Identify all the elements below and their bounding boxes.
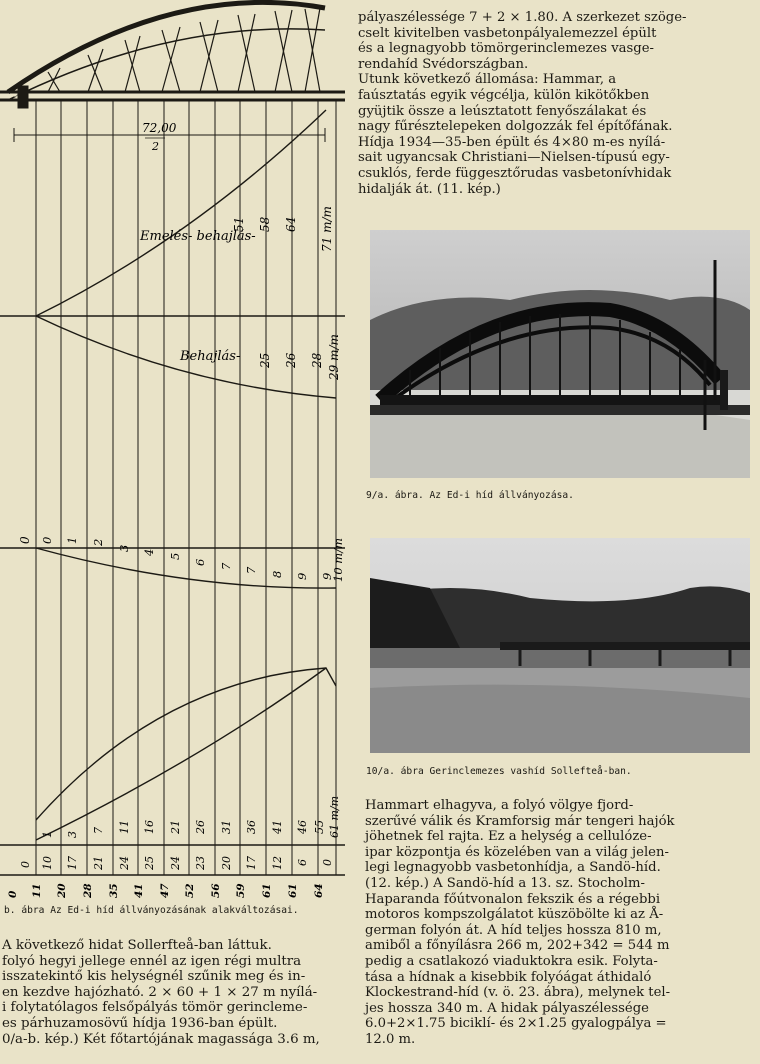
row4-value: 31	[220, 820, 233, 834]
span-divisor: 2	[152, 140, 159, 153]
right-bottom-paragraph	[365, 798, 757, 1048]
row3-value: 4	[142, 548, 156, 556]
text-line: amiből a főnyílásra 266 m, 202+342 = 544 m	[365, 938, 670, 954]
curve2-values	[258, 334, 341, 381]
curve-lift-deflection	[0, 110, 345, 316]
text-line: Klockestrand-híd (v. ö. 23. ábra), melynek tel-	[365, 985, 671, 1001]
row6-value: 64	[313, 883, 325, 898]
row3-values	[40, 537, 345, 582]
curve2-value: 26	[284, 352, 298, 368]
text-line: i folytatólagos felsőpályás tömör gerincleme-	[2, 1000, 308, 1016]
row5-value: 12	[271, 856, 284, 870]
row3-value: 0	[40, 536, 54, 544]
row4-value: 16	[143, 820, 156, 834]
row3-value: 7	[219, 562, 233, 570]
row5-value: 0	[19, 861, 32, 868]
row6-value: 56	[210, 883, 222, 898]
row5-value: 17	[245, 856, 258, 870]
row5-value: 20	[220, 856, 233, 870]
row4-value: 1	[41, 831, 54, 838]
row3-value: 9	[295, 572, 309, 580]
row6-value: 20	[56, 883, 68, 898]
row3-value: 8	[270, 570, 284, 578]
row4-value: 11	[118, 820, 131, 834]
text-line: gyüjtik össze a leúsztatott fenyőszálakat és	[358, 103, 647, 119]
curve2-label: Behajlás-	[180, 349, 241, 364]
text-line: hidalják át. (11. kép.)	[358, 181, 501, 197]
row3-value: 6	[193, 558, 207, 566]
row3-value: 5	[168, 552, 182, 560]
row6-value: 0	[7, 890, 19, 898]
text-line: faúsztatás egyik végcélja, külön kikötőkben	[358, 87, 650, 103]
curve1-value: 58	[258, 216, 272, 232]
text-line: german folyón át. A híd teljes hossza 810 m,	[365, 922, 662, 938]
row4-value: 36	[245, 820, 258, 834]
text-line: sait ugyancsak Christiani—Nielsen-típusú egy-	[358, 150, 670, 166]
lower-curves	[0, 668, 345, 875]
row6-value: 11	[31, 883, 43, 898]
curve2-value: 25	[258, 352, 272, 368]
row6-value: 61	[287, 883, 299, 898]
row6-value: 41	[133, 883, 145, 898]
row3-value: 10 m/m	[331, 538, 345, 582]
row4-value: 21	[169, 820, 182, 834]
row3-value: 7	[244, 566, 258, 574]
figure-9b-caption: b. ábra Az Ed-i híd állványozásának alakváltozásai.	[4, 905, 299, 916]
span-label: 72,00	[142, 121, 177, 135]
text-line: és a legnagyobb tömörgerinclemezes vasge-	[358, 41, 655, 57]
curve1-value: 51	[232, 216, 246, 232]
curve2-value: 29 m/m	[327, 334, 341, 380]
text-line: 6.0+2×1.75 biciklí- és 2×1.25 gyalogpálya =	[365, 1016, 667, 1032]
text-line: motoros kompszolgálatot küszöbölte ki az Å-	[365, 907, 664, 923]
row5-value: 21	[92, 856, 105, 870]
deformation-diagram	[0, 0, 345, 900]
row3-value: 3	[117, 544, 131, 552]
text-line: isszatekintő kis helységnél szűnik meg és in-	[2, 969, 306, 985]
truss-arch	[0, 2, 345, 108]
row4-value: 55	[313, 820, 326, 834]
curve1-value: 71 m/m	[320, 206, 334, 252]
text-line: csuklós, ferde függesztőrudas vasbetonívhidak	[358, 165, 672, 181]
row3-value: 9	[320, 572, 334, 580]
text-line: tása a hídnak a kisebbik folyóágat áthidaló	[365, 969, 652, 985]
figure-9a-caption: 9/a. ábra. Az Ed-i híd állványozása.	[366, 490, 574, 501]
row5-value: 17	[66, 856, 79, 870]
curve1-value: 64	[284, 216, 298, 232]
curve1-label: Emelés- behajlás-	[140, 229, 256, 244]
photo-ed-bridge-scaffolding	[370, 230, 750, 478]
text-line: 0/a-b. kép.) Két főtartójának magassága 3.6 m,	[2, 1031, 320, 1047]
text-line: cselt kivitelben vasbetonpályalemezzel épült	[358, 25, 657, 41]
text-line: rendahíd Svédországban.	[358, 56, 529, 72]
left-bottom-paragraph	[2, 938, 338, 1047]
text-line: A következő hidat Sollerfteå-ban láttuk.	[2, 938, 272, 953]
row4-value: 61 m/m	[328, 795, 341, 838]
row4-value: 46	[296, 820, 309, 834]
row6-value: 28	[82, 883, 94, 898]
row4-value: 41	[271, 820, 284, 834]
text-line: es párhuzamosövű hídja 1936-ban épült.	[2, 1015, 278, 1031]
row6-value: 47	[159, 883, 171, 898]
text-line: folyó hegyi jellege ennél az igen régi multra	[2, 953, 302, 969]
text-line: Hammart elhagyva, a folyó völgye fjord-	[365, 798, 634, 813]
text-line: en kezdve hajózható. 2 × 60 + 1 × 27 m nyílá-	[2, 984, 318, 1000]
row5-value: 0	[321, 859, 334, 866]
row3-zero: 0	[18, 536, 32, 544]
text-line: Hídja 1934—35-ben épült és 4×80 m-es nyílá-	[358, 134, 666, 150]
row5-values	[19, 856, 334, 871]
row6-values	[7, 883, 325, 899]
text-line: Utunk következő állomása: Hammar, a	[358, 72, 617, 88]
row4-value: 26	[194, 820, 207, 834]
vertical-grid	[36, 100, 336, 875]
figure-10a-caption: 10/a. ábra Gerinclemezes vashíd Sollefteå-ban.	[366, 766, 632, 777]
text-line: 12.0 m.	[365, 1031, 416, 1047]
row3-value: 2	[91, 538, 105, 546]
row5-value: 23	[194, 856, 207, 870]
row6-value: 61	[261, 883, 273, 898]
text-line: nagy fűrésztelepeken dolgozzák fel építőfának.	[358, 119, 673, 135]
text-line: jöhetnek fel rajta. Ez a helység a cellulóze-	[365, 829, 652, 845]
text-line: (12. kép.) A Sandö-híd a 13. sz. Stocholm-	[365, 875, 645, 891]
row5-value: 6	[296, 859, 309, 866]
row4-value: 7	[92, 827, 105, 834]
text-line: szerűvé válik és Kramforsig már tengeri hajók	[365, 813, 675, 829]
right-top-paragraph	[358, 10, 756, 197]
photo-sollefteå-bridge	[370, 538, 750, 753]
text-line: ipar központja és közelében van a világ jelen-	[365, 844, 669, 860]
row5-value: 25	[143, 856, 156, 870]
text-line: jes hossza 340 m. A hidak pályaszélessége	[365, 1000, 649, 1016]
row6-value: 52	[184, 883, 196, 898]
row3-value: 1	[65, 536, 79, 544]
row4-value: 3	[66, 831, 79, 838]
text-line: Haparanda főútvonalon fekszik és a régebbi	[365, 891, 661, 907]
row5-value: 24	[118, 856, 131, 870]
row4-values	[41, 796, 341, 838]
text-line: pályaszélessége 7 + 2 × 1.80. A szerkezet szöge-	[358, 10, 687, 25]
row5-value: 10	[41, 856, 54, 870]
text-line: legi legnagyobb vasbetonhídja, a Sandö-híd.	[365, 860, 661, 876]
text-line: pedig a csatlakozó viaduktokra esik. Folyta-	[365, 953, 658, 969]
row5-value: 24	[169, 856, 182, 870]
row6-value: 59	[235, 883, 247, 898]
curve2-value: 28	[310, 352, 324, 368]
row6-value: 35	[108, 883, 120, 898]
